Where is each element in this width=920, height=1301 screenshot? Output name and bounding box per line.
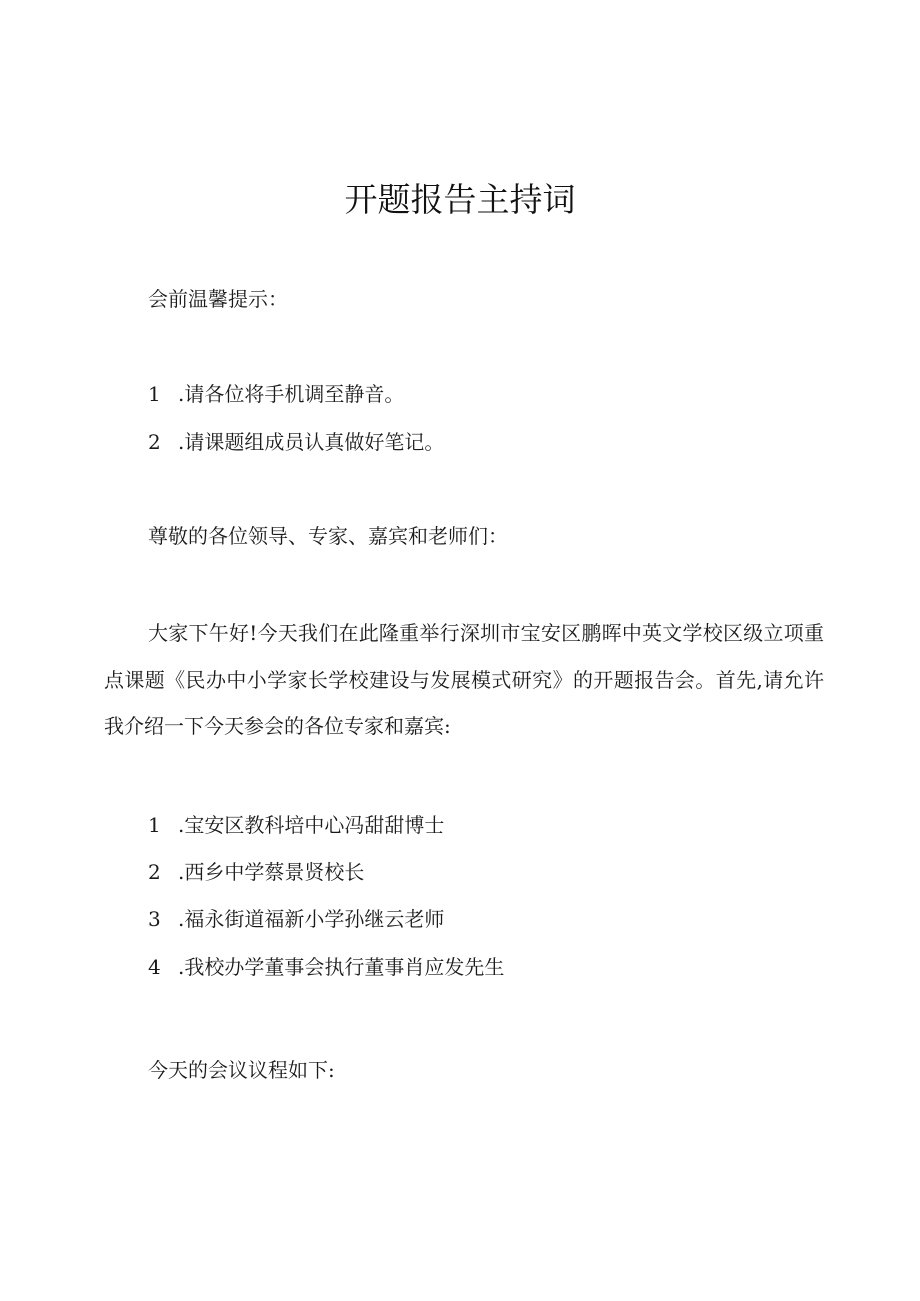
guest-item <box>148 904 444 934</box>
guest-item-text: .宝安区教科培中心冯甜甜博士 <box>178 813 445 837</box>
reminder-item-number: 1 <box>148 382 161 406</box>
guest-item <box>148 810 444 840</box>
guest-item-text: .福永街道福新小学孙继云老师 <box>178 907 445 931</box>
guest-item-number: 4 <box>148 955 161 979</box>
reminder-item-text: .请课题组成员认真做好笔记。 <box>178 430 445 454</box>
guest-item-text: .我校办学董事会执行董事肖应发先生 <box>178 955 505 979</box>
guest-item-text: .西乡中学蔡景贤校长 <box>178 860 365 884</box>
reminder-item-text: .请各位将手机调至静音。 <box>178 382 405 406</box>
reminder-item <box>148 379 404 409</box>
guest-item <box>148 857 364 887</box>
guest-item-number: 1 <box>148 813 161 837</box>
document-title: 开题报告主持词 <box>344 180 576 219</box>
reminder-item <box>148 427 444 457</box>
agenda-heading: 今天的会议议程如下: <box>148 1058 335 1082</box>
greeting-line: 尊敬的各位领导、专家、嘉宾和老师们： <box>148 524 508 548</box>
intro-paragraph: 大家下午好!今天我们在此隆重举行深圳市宝安区鹏晖中英文学校区级立项重点课题《民办中小学家长学校建设与发展模式研究》的开题报告会。首先,请允许我介绍一下今天参会的各位专家和嘉宾: <box>104 621 824 738</box>
guest-item-number: 3 <box>148 907 161 931</box>
guest-item-number: 2 <box>148 860 161 884</box>
reminder-item-number: 2 <box>148 430 161 454</box>
reminder-heading: 会前温馨提示： <box>148 287 288 311</box>
guest-item <box>148 952 504 982</box>
